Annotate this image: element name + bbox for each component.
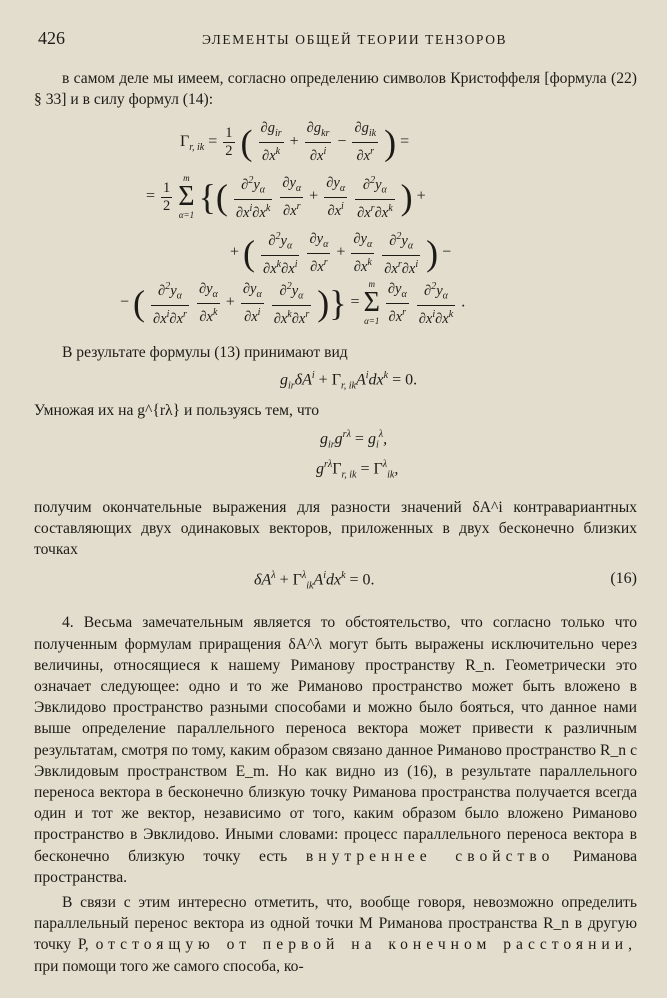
paragraph-5-spaced-emphasis: отстоящую от первой на конечном расстоянии,	[95, 936, 637, 954]
paragraph-5-text: В связи с этим интересно отметить, что, вообще говоря, невозможно определить параллельный перенос вектора из одной точки M Риманова пространства R_n в другую точку P,	[34, 894, 637, 954]
equation-number: (16)	[610, 570, 637, 588]
equation-parallel-transport-covariant: $g_{ir}\delta A^i + \Gamma_{r, ik}A^idx^k = 0$.	[280, 369, 418, 392]
equation-expansion-line-3: − ( $\frac{\partial^2y_\alpha}{\partial x^i\partial x^r}$ $\frac{\partial y_\alpha}{\partial x^k}$ + $\frac{\partial y_\alpha}{\partial x^i}$ $\frac{\partial^2y_\alpha}{\partial x^k\partial x^r}$ )} = m Σ α=1 $\frac{\partial y_\alpha}{\partial x^r}$ $\frac{\partial^2y_\alpha}{\partial x^i\partial x^k}$ .	[120, 279, 466, 327]
intro-text: в самом деле мы имеем, согласно определению символов Кристоффеля [формула (22) § 33] и в силу формул (14):	[34, 70, 637, 109]
equation-expansion-line-1: = $\frac{1}{2}$ m Σ α=1 {( $\frac{\partial^2y_\alpha}{\partial x^i\partial x^k}$ $\frac{\partial y_\alpha}{\partial x^r}$ + $\frac{\partial y_\alpha}{\partial x^i}$ $\frac{\partial^2y_\alpha}{\partial x^r\partial x^k}$ ) +	[146, 173, 426, 221]
equation-gamma-definition: $\Gamma_{r, ik}$ = $\frac{1}{2}$ ( $\frac{\partial g_{ir}}{\partial x^k}$ + $\frac{\partial g_{kr}}{\partial x^i}$ − $\frac{\partial g_{ik}}{\partial x^r}$ ) =	[180, 120, 410, 165]
paragraph-5	[34, 892, 637, 977]
paragraph-5-end: при помощи того же самого способа, ко-	[34, 957, 304, 975]
paragraph-4-spaced-emphasis: внутреннее свойство	[305, 847, 555, 865]
equation-christoffel-raise: $g^{r\lambda}\Gamma_{r, ik} = \Gamma^\lambda_{ik}$,	[316, 458, 399, 481]
final-intro-text: получим окончательные выражения для разности значений δA^i контравариантных составляющих двух одинаковых векторов, приложенных в двух бесконечно близких точках	[34, 498, 637, 559]
equation-metric-contraction: $g_{ir}g^{r\lambda} = g_i^\lambda$,	[320, 428, 388, 451]
result-intro-text: В результате формулы (13) принимают вид	[62, 344, 348, 362]
paragraph-4-text: 4. Весьма замечательным является то обстоятельство, что согласно только что полученным формулам приращения δA^λ могут быть выражены исключительно через величины, относящиеся к нашему Риманову пространству R_n. Геометрически это означает следующее: одно и то же Риманово пространство может быть вложено в Эвклидово пространство разными способами и можно было бояться, что данное нами выше определение параллельного переноса вектора может привести к различным результатам, смотря по тому, каким образом связано данное Риманово пространство R_n с Эвклидовым пространством E_m. Но как видно из (16), в результате параллельного переноса вектора в бесконечно близкую точку Риманова пространства получается всегда один и тот же вектор, независимо от того, каким образом было вложено Риманово пространство в Эвклидово. Иными словами: процесс параллельного переноса вектора в бесконечно близкую точку есть	[34, 614, 637, 865]
running-title: ЭЛЕМЕНТЫ ОБЩЕЙ ТЕОРИИ ТЕНЗОРОВ	[202, 32, 508, 47]
page-header	[34, 28, 637, 54]
equation-16: $\delta A^\lambda + \Gamma^\lambda_{ik}A^idx^k = 0$. (16)	[254, 570, 637, 592]
paragraph-4-end: Риманова пространства.	[34, 847, 637, 886]
page-number: 426	[38, 28, 65, 48]
multiply-intro-text: Умножая их на g^{rλ} и пользуясь тем, что	[34, 401, 320, 419]
equation-expansion-line-2: + ( $\frac{\partial^2y_\alpha}{\partial x^k\partial x^i}$ $\frac{\partial y_\alpha}{\partial x^r}$ + $\frac{\partial y_\alpha}{\partial x^k}$ $\frac{\partial^2y_\alpha}{\partial x^r\partial x^i}$ ) −	[230, 228, 637, 274]
paragraph-4	[34, 612, 637, 888]
